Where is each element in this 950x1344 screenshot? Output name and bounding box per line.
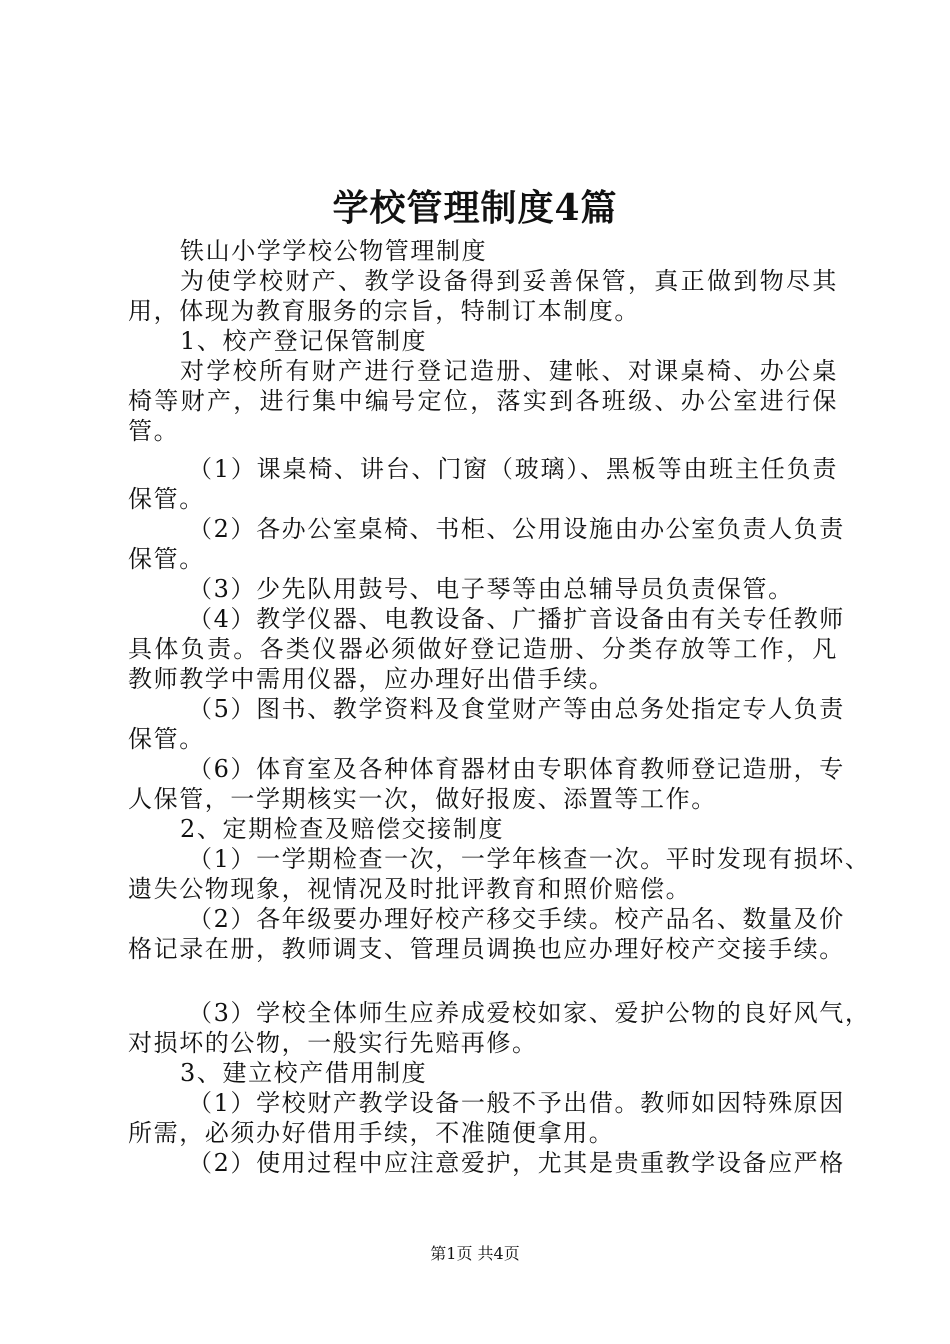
paragraph-line: 遗失公物现象，视情况及时批评教育和照价赔偿。 <box>128 875 692 903</box>
paragraph-line: 对损坏的公物，一般实行先赔再修。 <box>128 1029 538 1057</box>
paragraph-line: 对学校所有财产进行登记造册、建帐、对课桌椅、办公桌 <box>180 357 838 385</box>
paragraph-line: 为使学校财产、教学设备得到妥善保管，真正做到物尽其 <box>180 267 838 295</box>
paragraph-line: （1）一学期检查一次，一学年核查一次。平时发现有损坏、 <box>188 845 871 873</box>
blank-line <box>128 964 838 998</box>
page-indicator: 第1页 共4页 <box>430 1244 520 1263</box>
paragraph-line: 管。 <box>128 417 180 445</box>
paragraph-line: （1）课桌椅、讲台、门窗（玻璃）、黑板等由班主任负责 <box>188 455 838 483</box>
paragraph-line: （1）学校财产教学设备一般不予出借。教师如因特殊原因 <box>188 1089 845 1117</box>
paragraph-line: 格记录在册，教师调支、管理员调换也应办理好校产交接手续。 <box>128 935 845 963</box>
paragraph-line: （6）体育室及各种体育器材由专职体育教师登记造册，专 <box>188 755 845 783</box>
paragraph-line: 人保管，一学期核实一次，做好报废、添置等工作。 <box>128 785 717 813</box>
paragraph-line: 所需，必须办好借用手续，不准随便拿用。 <box>128 1119 615 1147</box>
paragraph-line: （3）学校全体师生应养成爱校如家、爱护公物的良好风气， <box>188 999 871 1027</box>
paragraph-line: （4）教学仪器、电教设备、广播扩音设备由有关专任教师 <box>188 605 845 633</box>
paragraph-line: （5）图书、教学资料及食堂财产等由总务处指定专人负责 <box>188 695 845 723</box>
paragraph-line: （2）使用过程中应注意爱护，尤其是贵重教学设备应严格 <box>188 1149 845 1177</box>
paragraph-line: （3）少先队用鼓号、电子琴等由总辅导员负责保管。 <box>188 575 794 603</box>
section-heading: 3、建立校产借用制度 <box>180 1059 428 1087</box>
paragraph-line: 保管。 <box>128 725 205 753</box>
paragraph-line: （2）各办公室桌椅、书柜、公用设施由办公室负责人负责 <box>188 515 845 543</box>
paragraph-line: 具体负责。各类仪器必须做好登记造册、分类存放等工作，凡 <box>128 635 838 663</box>
paragraph-line: 保管。 <box>128 545 205 573</box>
document-body <box>128 236 871 1178</box>
paragraph-line: 保管。 <box>128 485 205 513</box>
paragraph-line: 教师教学中需用仪器，应办理好出借手续。 <box>128 665 615 693</box>
section-heading: 1、校产登记保管制度 <box>180 327 428 355</box>
document-title: 学校管理制度4篇 <box>332 187 618 229</box>
paragraph-line: （2）各年级要办理好校产移交手续。校产品名、数量及价 <box>188 905 845 933</box>
section-heading: 2、定期检查及赔偿交接制度 <box>180 815 505 843</box>
section-heading: 铁山小学学校公物管理制度 <box>180 237 488 265</box>
paragraph-line: 用，体现为教育服务的宗旨，特制订本制度。 <box>128 297 640 325</box>
paragraph-line: 椅等财产，进行集中编号定位，落实到各班级、办公室进行保 <box>128 387 838 415</box>
